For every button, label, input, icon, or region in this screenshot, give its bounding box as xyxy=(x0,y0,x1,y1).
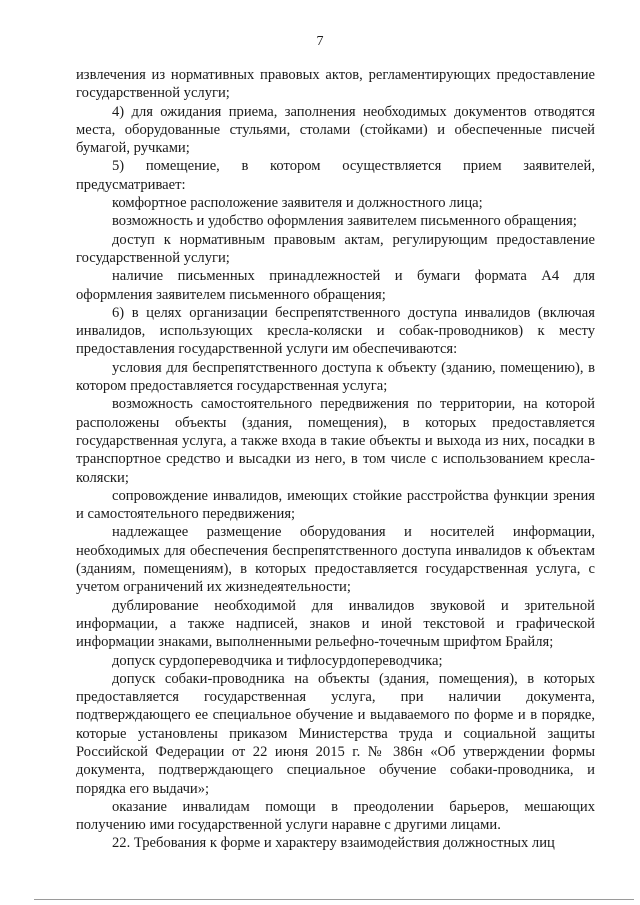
paragraph-normative-extracts: извлечения из нормативных правовых актов, регламентирующих предоставление государственной услуги; xyxy=(76,67,595,102)
paragraph-escort: сопровождение инвалидов, имеющих стойкие расстройства функции зрения и самостоятельного передвижения; xyxy=(76,487,595,523)
paragraph-section-22: 22. Требования к форме и характеру взаимодействия должностных лиц xyxy=(112,835,555,852)
paragraph-guide-dog: допуск собаки-проводника на объекты (здания, помещения), в которых предоставляется государственная услуга, при наличии документа, подтверждающего ее специальное обучение и выдаваемого по форме и в порядке, которые установлены приказом Министерства труда и социальной защиты Российской Федерации от 22 июня 2015 г. № 386н «Об утверждении формы документа, подтверждающего специальное обучение собаки-проводника, и порядка его выдачи»; xyxy=(76,670,595,797)
bottom-edge-line xyxy=(34,899,634,900)
paragraph-braille: дублирование необходимой для инвалидов звуковой и зрительной информации, а также надписей, знаков и иной текстовой и графической информации знаками, выполненными рельефно-точечным шрифтом Брайля; xyxy=(76,597,595,651)
paragraph-sign-interpreter: допуск сурдопереводчика и тифлосурдопереводчика; xyxy=(112,652,443,669)
paragraph-assistance: оказание инвалидам помощи в преодолении барьеров, мешающих получению ими государственной услуги наравне с другими лицами. xyxy=(76,798,595,834)
document-body xyxy=(76,66,595,853)
paragraph-writing-convenience: возможность и удобство оформления заявителем письменного обращения; xyxy=(112,213,577,230)
paragraph-stationery: наличие письменных принадлежностей и бумаги формата А4 для оформления заявителем письменного обращения; xyxy=(76,268,595,303)
paragraph-access-to-acts: доступ к нормативным правовым актам, регулирующим предоставление государственной услуги; xyxy=(76,231,595,266)
paragraph-independent-movement: возможность самостоятельного передвижения по территории, на которой расположены объекты (здания, помещения), в которых предоставляется государственная услуга, а также входа в такие объекты и выхода из них, посадки в транспортное средство и высадки из него, в том числе с использованием кресла-коляски; xyxy=(76,396,595,486)
paragraph-waiting-places: 4) для ожидания приема, заполнения необходимых документов отводятся места, оборудованные стульями, столами (стойками) и обеспеченные писчей бумагой, ручками; xyxy=(76,103,595,157)
paragraph-equipment-placement: надлежащее размещение оборудования и носителей информации, необходимых для обеспечения беспрепятственного доступа инвалидов к объектам (зданиям, помещениям), в которых предоставляется государственная услуга, с учетом ограничений их жизнедеятельности; xyxy=(76,524,595,596)
paragraph-reception-room: 5) помещение, в котором осуществляется прием заявителей, предусматривает: xyxy=(76,158,595,193)
paragraph-disabled-access: 6) в целях организации беспрепятственного доступа инвалидов (включая инвалидов, использующих кресла-коляски и собак-проводников) к месту предоставления государственной услуги им обеспечиваются: xyxy=(76,304,595,358)
page-number: 7 xyxy=(316,34,324,49)
paragraph-access-conditions: условия для беспрепятственного доступа к объекту (зданию, помещению), в котором предоставляется государственная услуга; xyxy=(76,359,595,395)
paragraph-comfortable-placement: комфортное расположение заявителя и должностного лица; xyxy=(112,195,483,212)
